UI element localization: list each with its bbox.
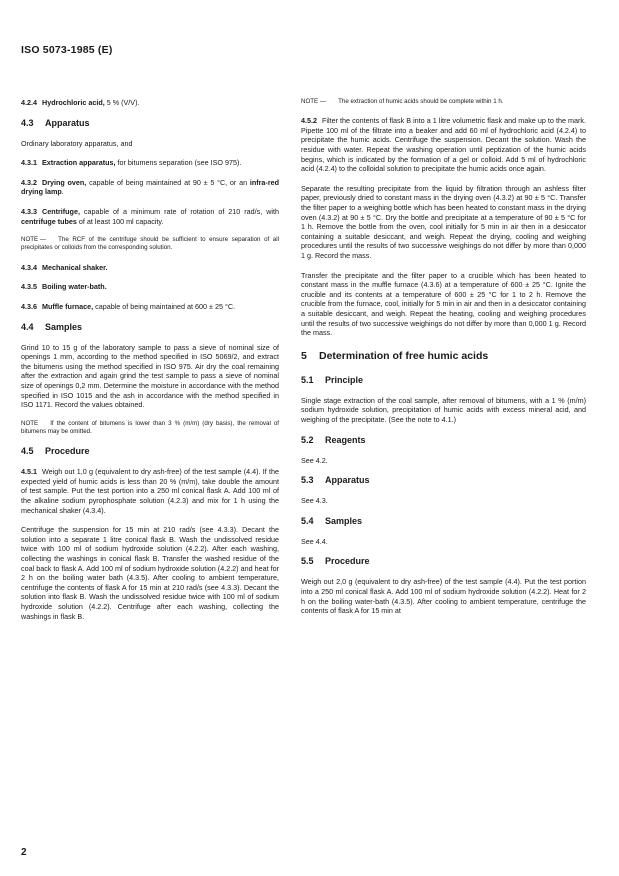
heading-4-4 bbox=[21, 322, 279, 333]
clause-number: 4.3.3 bbox=[21, 206, 37, 216]
paragraph-apparatus-ref: See 4.3. bbox=[301, 496, 328, 506]
heading-number: 4.4 bbox=[21, 321, 34, 332]
heading-4-3 bbox=[21, 118, 279, 129]
clause-4-5-1 bbox=[21, 467, 279, 515]
clause-number: 4.3.2 bbox=[21, 177, 37, 187]
clause-text: for bitumens separation (see ISO 975). bbox=[115, 158, 242, 168]
note-extraction bbox=[301, 98, 586, 106]
clause-term: centrifuge tubes bbox=[21, 216, 77, 226]
clause-text: capable of being maintained at 600 ± 25 °C. bbox=[93, 301, 236, 311]
clause-text: Filter the contents of flask B into a 1 litre volumetric flask and make up to the mark. Pipette 100 ml of the filtrate into a beaker and add 60 ml of hydrochloric acid (4.2.4) to precipitate the humic acids. Centrifuge the suspension. Decant the solution. Wash the residue with water. Repeat the washing operation until peptization of the humic acids begins, which is indicated by the formation of a gel or colloid. Add 5 ml of hydrochloric acid (4.2.4) to the colloidal solution to precipitate the humic acids once again. bbox=[301, 116, 586, 174]
clause-number: 4.3.6 bbox=[21, 301, 37, 311]
heading-title: Procedure bbox=[45, 446, 90, 457]
clause-term: infra-red drying lamp bbox=[21, 177, 279, 197]
paragraph-samples-ref: See 4.4. bbox=[301, 536, 328, 546]
heading-5-4 bbox=[301, 516, 586, 527]
clause-4-3-5 bbox=[21, 282, 279, 292]
note-text: If the content of bitumens is lower than 3 % (m/m) (dry basis), the removal of bitumens may be omitted. bbox=[21, 419, 279, 435]
heading-number: 5.2 bbox=[301, 434, 314, 445]
clause-end: of at least 100 ml capacity. bbox=[76, 216, 164, 226]
page-number: 2 bbox=[21, 847, 27, 858]
clause-number: 4.3.5 bbox=[21, 282, 37, 292]
paragraph-separation: Separate the resulting precipitate from the liquid by filtration through an ashless filter paper, previously dried to constant mass in the drying oven (4.3.2) at 90 ± 5 °C. Transfer the filter paper to a weighing bottle which has been heated to constant mass in the drying oven (4.3.2) at 90 ± 5 °C. Dry the bottle and precipitate at a temperature of 90 ± 5 °C for 1 h. Remove the bottle from the oven, cool initially for 5 min in air then in a desiccator containing a suitable desiccant, and weigh. Repeat the drying, cooling and weighing procedures until the results of two successive weighings do not differ by more than 0,000 1 g. Record the mass. bbox=[301, 183, 586, 261]
heading-number: 4.3 bbox=[21, 117, 34, 128]
heading-title: Procedure bbox=[325, 556, 370, 567]
heading-5-5 bbox=[301, 556, 586, 567]
heading-5-2 bbox=[301, 435, 586, 446]
right-column bbox=[301, 98, 586, 626]
heading-number: 5.4 bbox=[301, 515, 314, 526]
clause-4-5-2 bbox=[301, 116, 586, 174]
heading-title: Apparatus bbox=[325, 475, 370, 486]
note-text: The extraction of humic acids should be complete within 1 h. bbox=[338, 98, 504, 105]
paragraph-reagents: See 4.2. bbox=[301, 455, 328, 465]
left-column bbox=[21, 98, 279, 631]
clause-4-3-4 bbox=[21, 263, 279, 273]
heading-number: 5.3 bbox=[301, 475, 314, 486]
heading-title: Determination of free humic acids bbox=[319, 349, 489, 362]
clause-title: Mechanical shaker. bbox=[42, 262, 108, 272]
clause-number: 4.5.2 bbox=[301, 116, 317, 126]
paragraph-transfer: Transfer the precipitate and the filter paper to a crucible which has been heated to constant mass in the muffle furnace (4.3.6) at a temperature of 600 ± 25 °C. Ignite the crucible and its contents at a temperature of 600 ± 25 °C for 1 to 2 h. Remove the crucible from the furnace, cool, initially for 5 min in air and then in a desiccator containing a suitable desiccant, and weigh. Repeat the heating, cooling and weighing procedures until the results of two successive weighings do not differ by more than 0,000 1 g. Record the mass. bbox=[301, 270, 586, 338]
note-label: NOTE — bbox=[21, 236, 47, 244]
heading-title: Principle bbox=[325, 374, 364, 385]
paragraph-procedure: Weigh out 2,0 g (equivalent to dry ash-free) of the test sample (4.4). Put the test portion into a 250 ml conical flask A. Add 100 ml of sodium hydroxide solution (4.2.2). Heat for 2 h on the boiling water-bath (4.3.5). After cooling to ambient temperature, centrifuge the contents of flask A for 15 min at bbox=[301, 577, 586, 616]
heading-number: 5.1 bbox=[301, 374, 314, 385]
heading-title: Samples bbox=[45, 321, 83, 332]
clause-4-2-4 bbox=[21, 98, 279, 108]
note-label: NOTE — bbox=[301, 98, 327, 105]
clause-text: 5 % (V/V). bbox=[104, 98, 140, 107]
clause-4-3-2 bbox=[21, 178, 279, 197]
clause-title: Muffle furnace, bbox=[42, 301, 94, 311]
note-centrifuge bbox=[21, 236, 279, 253]
heading-title: Samples bbox=[325, 515, 363, 526]
clause-4-3-3 bbox=[21, 207, 279, 226]
heading-title: Reagents bbox=[325, 434, 366, 445]
note-bitumens bbox=[21, 420, 279, 437]
heading-title: Apparatus bbox=[45, 117, 90, 128]
document-id-header: ISO 5073-1985 (E) bbox=[21, 44, 113, 56]
clause-number: 4.5.1 bbox=[21, 467, 37, 477]
clause-number: 4.3.1 bbox=[21, 158, 37, 168]
paragraph-centrifuge-procedure: Centrifuge the suspension for 15 min at 210 rad/s (see 4.3.3). Decant the solution into a separate 1 litre conical flask B. Wash the undissolved residue twice with 100 ml of sodium hydroxide solution (4.2.2). After each washing, collecting the washings in conical flask B. Transfer the washed residue of the coal back to flask A. Add 100 ml of sodium hydroxide solution (4.2.2) and heat for 2 h on the boiling water bath (4.3.5). After cooling to ambient temperature, centrifuge the contents of flask A for 15 min at 210 rad/s (see 4.3.3). Decant the solution into flask B. Wash the undissolved residue twice with 100 ml of sodium hydroxide solution (4.2.2). Centrifuge after each washing, collecting the washings in flask B. bbox=[21, 525, 279, 621]
paragraph-principle: Single stage extraction of the coal sample, after removal of bitumens, with a 1 % (m/m) sodium hydroxide solution, precipitation of humic acids with excess mineral acid, and weighing of the precipitate. (See the note to 4.1.) bbox=[301, 395, 586, 424]
paragraph-apparatus: Ordinary laboratory apparatus, and bbox=[21, 138, 133, 148]
heading-4-5 bbox=[21, 446, 279, 457]
clause-text: Weigh out 1,0 g (equivalent to dry ash-free) of the test sample (4.4). If the expected yield of humic acids is less than 20 % (m/m), take double the amount of test sample. Put the test portion into a 250 ml conical flask A. Add 100 ml of the alkaline sodium pyrophosphate solution (4.2.3) and mix for 1 h using the mechanical shaker (4.3.4). bbox=[21, 467, 279, 515]
clause-number: 4.3.4 bbox=[21, 262, 37, 272]
clause-title: Extraction apparatus, bbox=[42, 158, 116, 168]
heading-number: 5 bbox=[301, 349, 307, 362]
clause-4-3-1 bbox=[21, 158, 279, 168]
heading-number: 4.5 bbox=[21, 446, 34, 457]
heading-5 bbox=[301, 350, 586, 363]
paragraph-samples: Grind 10 to 15 g of the laboratory sample to pass a sieve of nominal size of openings 1 mm, according to the method specified in ISO 5069/2, and extract the bitumens using the method specified in ISO 975. Air dry the coal remaining after the extraction and again grind the test sample to pass a sieve of nominal size of openings 0,2 mm. Determine the moisture in accordance with the method specified in ISO 1015 and the ash in accordance with the method specified in ISO 1171. Record the values obtained. bbox=[21, 342, 279, 410]
clause-text: capable of a minimum rate of rotation of 210 rad/s, with bbox=[79, 206, 279, 216]
clause-text: capable of being maintained at 90 ± 5 °C, or an bbox=[86, 177, 250, 187]
note-text: The RCF of the centrifuge should be sufficient to ensure separation of all precipitates or colloids from the corresponding solution. bbox=[21, 236, 279, 252]
clause-end: . bbox=[61, 187, 64, 197]
heading-5-3 bbox=[301, 475, 586, 486]
heading-number: 5.5 bbox=[301, 556, 314, 567]
clause-title: Hydrochloric acid, bbox=[42, 98, 105, 107]
clause-title: Drying oven, bbox=[42, 177, 87, 187]
clause-title: Centrifuge, bbox=[42, 206, 80, 216]
note-label: NOTE bbox=[21, 419, 39, 427]
clause-number: 4.2.4 bbox=[21, 98, 37, 107]
heading-5-1 bbox=[301, 375, 586, 386]
clause-title: Boiling water-bath. bbox=[42, 282, 107, 292]
clause-4-3-6 bbox=[21, 302, 279, 312]
